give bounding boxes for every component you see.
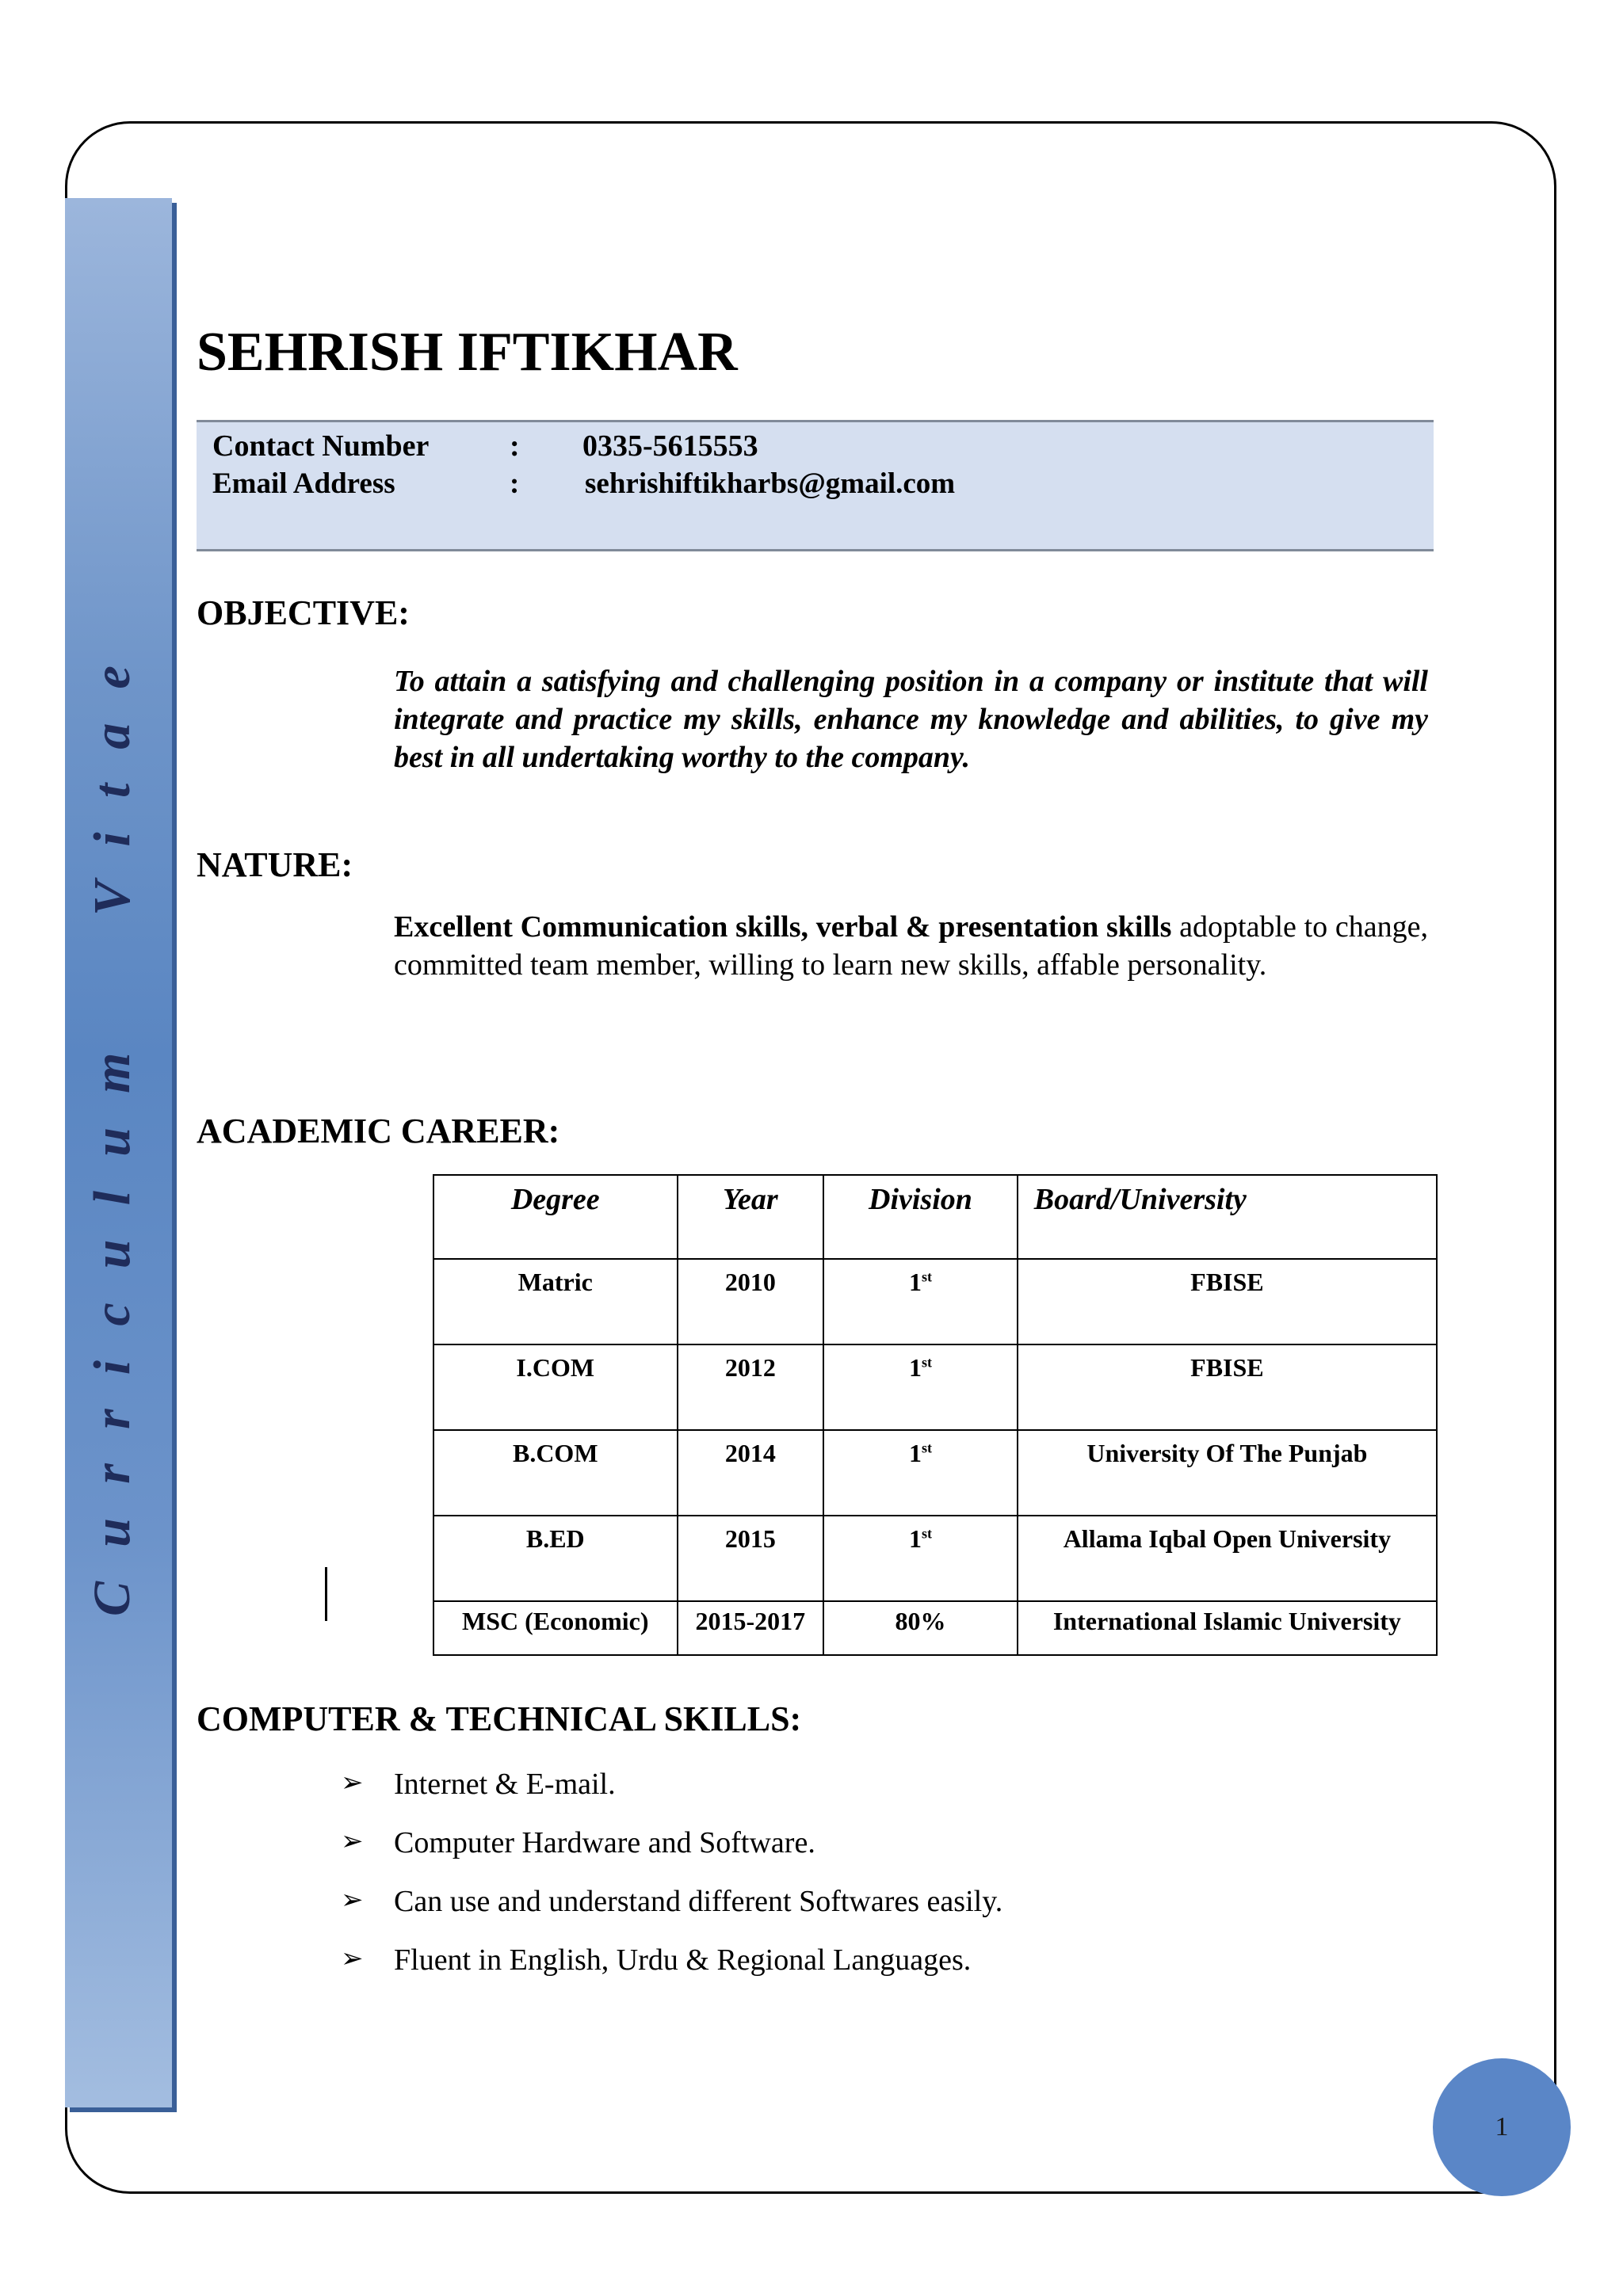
cell-board: FBISE [1018,1259,1437,1344]
cell-board: FBISE [1018,1344,1437,1430]
cell-division: 1st [823,1259,1018,1344]
cell-year: 2015 [678,1516,824,1601]
sidebar-title-letter: u [83,1518,141,1547]
sidebar-title-letter: C [83,1581,141,1616]
table-row [433,1430,1437,1516]
sidebar-title-letter: V [83,880,141,916]
sidebar-title-letter: r [83,1463,141,1484]
phone-separator: : [510,429,520,463]
academic-heading: ACADEMIC CAREER: [197,1112,560,1150]
table-row [433,1516,1437,1601]
nature-heading: NATURE: [197,845,353,884]
sidebar-title-letter: u [83,1239,141,1269]
cell-degree: MSC (Economic) [433,1601,678,1655]
sidebar-title [77,666,148,1616]
contact-box [197,420,1434,551]
cell-board: Allama Iqbal Open University [1018,1516,1437,1601]
sidebar-title-letter: m [83,1052,141,1093]
cell-degree: Matric [433,1259,678,1344]
candidate-name: SEHRISH IFTIKHAR [197,322,738,383]
cell-board: International Islamic University [1018,1601,1437,1655]
cell-year: 2014 [678,1430,824,1516]
cell-year: 2012 [678,1344,824,1430]
header-year: Year [678,1175,824,1259]
sidebar-title-letter: c [83,1302,141,1326]
sidebar-title-letter: a [83,723,141,749]
cell-year: 2015-2017 [678,1601,824,1655]
cell-division: 1st [823,1344,1018,1430]
sidebar [65,198,172,2107]
email-label: Email Address [212,467,395,500]
phone-value: 0335-5615553 [582,429,758,463]
email-separator: : [510,467,520,500]
cell-division: 80% [823,1601,1018,1655]
stray-vertical-line [325,1567,327,1621]
objective-text: To attain a satisfying and challenging position in a company or institute that will integrate and practice my skills, enhance my knowledge and abilities, to give my best in all undertaking worthy to the company. [394,665,1428,774]
nature-bold-text: Excellent Communication skills, verbal & presentation skills [394,910,1172,944]
academic-table-header [433,1175,1437,1259]
sidebar-title-letter: i [83,1360,141,1375]
cell-division: 1st [823,1516,1018,1601]
page-number: 1 [1495,2112,1509,2142]
header-division: Division [823,1175,1018,1259]
header-board: Board/University [1018,1175,1437,1259]
sidebar-title-letter: e [83,666,141,689]
cell-degree: B.COM [433,1430,678,1516]
arrow-bullet-icon: ➢ [341,1886,364,1915]
cell-year: 2010 [678,1259,824,1344]
arrow-bullet-icon: ➢ [341,1944,364,1974]
sidebar-title-letter: u [83,1127,141,1157]
skills-heading: COMPUTER & TECHNICAL SKILLS: [197,1699,802,1738]
academic-table [433,1174,1438,1656]
page-number-badge [1433,2058,1571,2196]
sidebar-title-letter: i [83,832,141,847]
cell-degree: B.ED [433,1516,678,1601]
arrow-bullet-icon: ➢ [341,1827,364,1856]
nature-regular-text: adoptable to change, committed team member, willing to learn new skills, affable personality. [394,910,1429,982]
sidebar-title-letter: l [83,1190,141,1206]
table-row [433,1344,1437,1430]
cell-degree: I.COM [433,1344,678,1430]
sidebar-title-letter: r [83,1409,141,1430]
nature-text [394,908,1428,984]
cell-division: 1st [823,1430,1018,1516]
cell-board: University Of The Punjab [1018,1430,1437,1516]
table-row [433,1601,1437,1655]
table-row [433,1259,1437,1344]
header-degree: Degree [433,1175,678,1259]
sidebar-title-letter: t [83,783,141,799]
objective-heading: OBJECTIVE: [197,593,410,632]
phone-label: Contact Number [212,429,430,463]
arrow-bullet-icon: ➢ [341,1768,364,1798]
email-value[interactable]: sehrishiftikharbs@gmail.com [585,467,956,500]
